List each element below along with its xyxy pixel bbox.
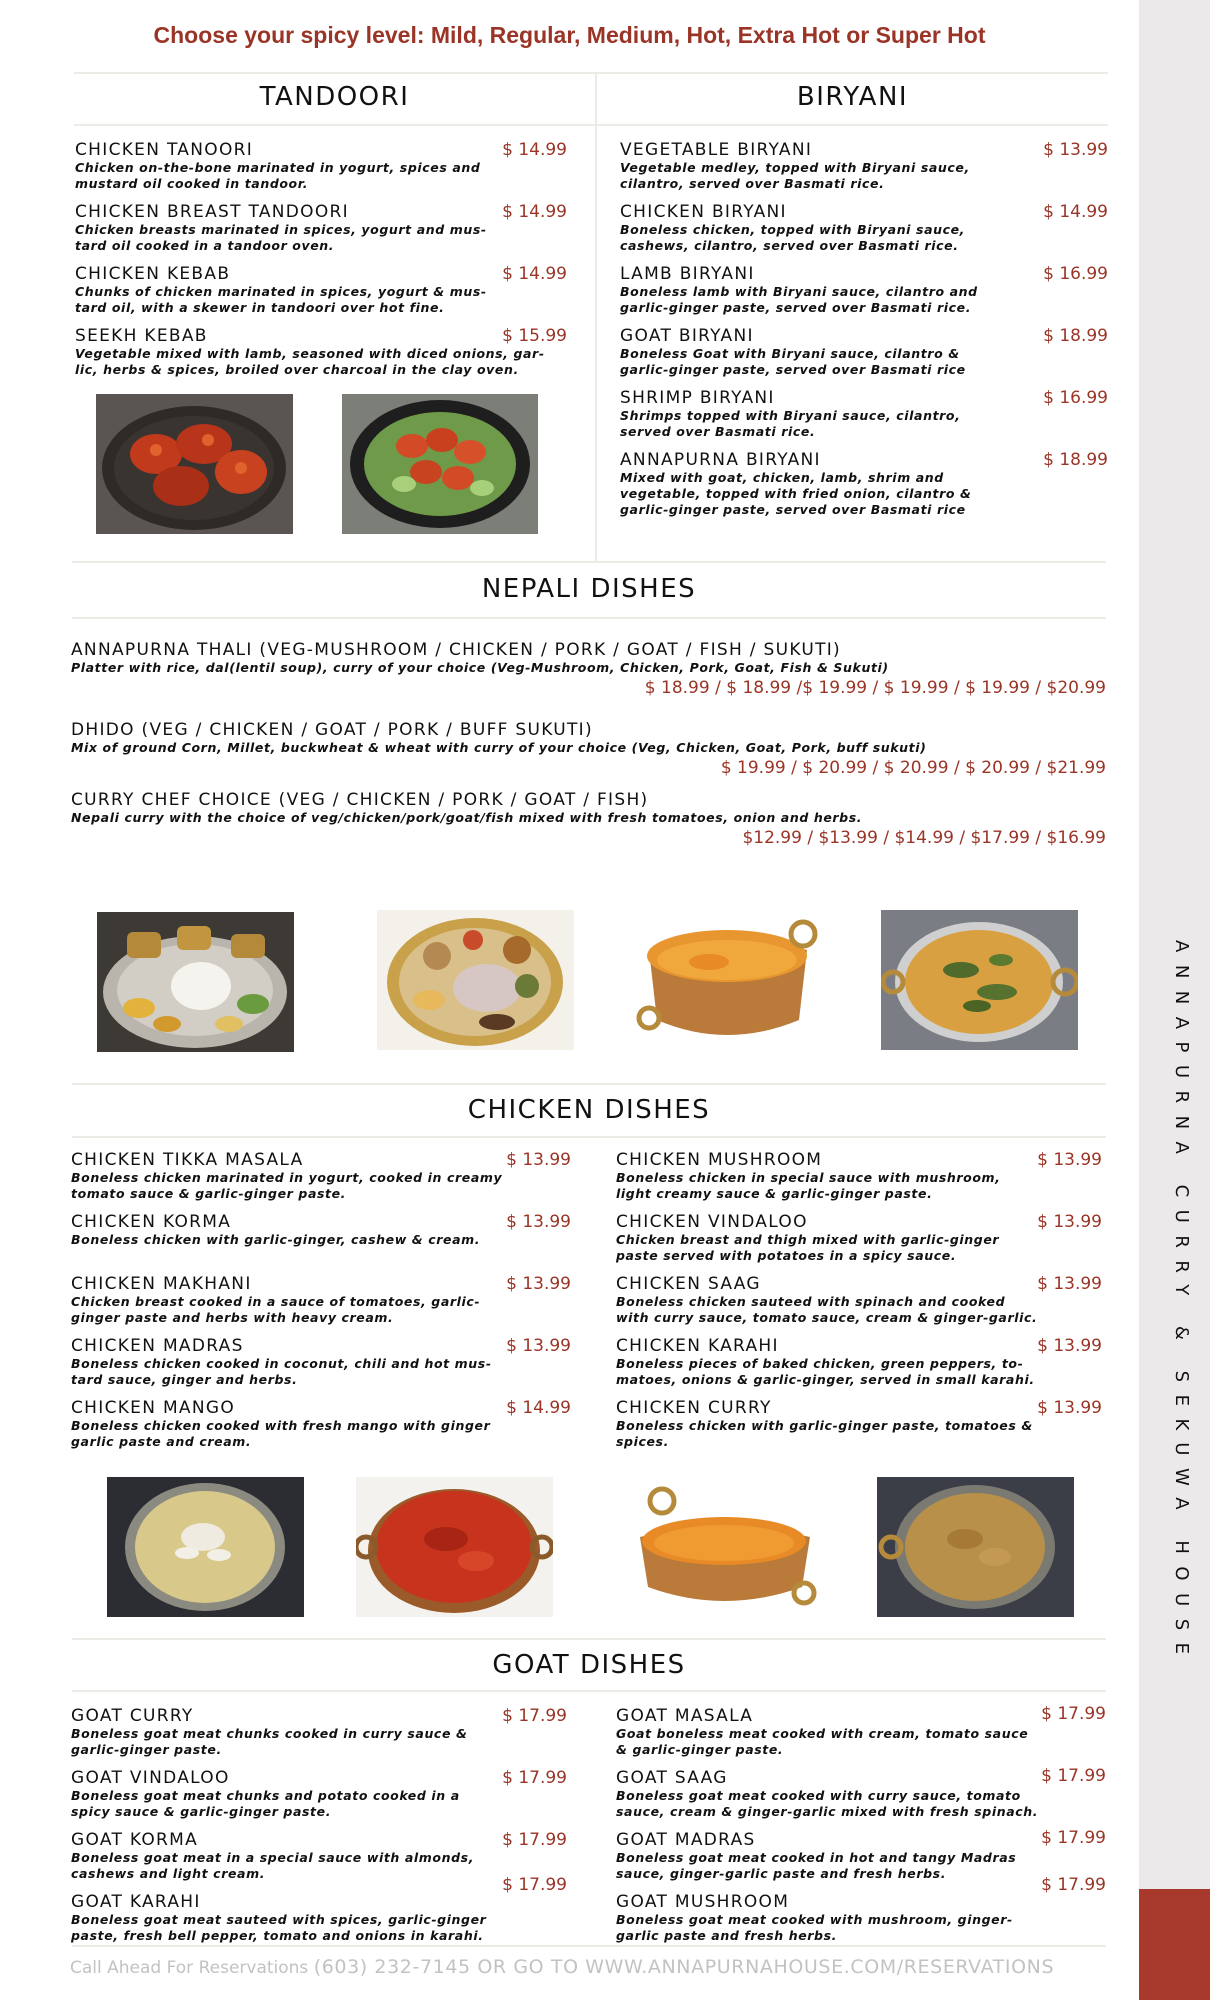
item-name: CHICKEN BREAST TANDOORI	[75, 202, 349, 222]
item-price: $ 14.99	[502, 140, 567, 160]
item-price: $ 16.99	[1043, 388, 1108, 408]
divider	[72, 1638, 1106, 1640]
item-name: GOAT MUSHROOM	[616, 1892, 790, 1912]
item-price: $ 17.99	[1041, 1875, 1106, 1895]
divider	[72, 1136, 1106, 1138]
item-name: LAMB BIRYANI	[620, 264, 755, 284]
item-name: CHICKEN TIKKA MASALA	[71, 1150, 304, 1170]
section-title-nepali: NEPALI DISHES	[481, 574, 697, 604]
item-name: CHICKEN KEBAB	[75, 264, 231, 284]
menu-item	[620, 450, 1108, 518]
item-description: Chicken on-the-bone marinated in yogurt, spices and	[75, 160, 481, 175]
section-title-goat: GOAT DISHES	[492, 1650, 686, 1680]
item-description: cashews and light cream.	[71, 1866, 266, 1881]
item-description: lic, herbs & spices, broiled over charcoal in the clay oven.	[75, 362, 519, 377]
item-description: sauce, ginger-garlic paste and fresh herbs.	[616, 1866, 947, 1881]
item-description: Platter with rice, dal(lentil soup), curry of your choice (Veg-Mushroom, Chicken, Pork, Goat, Fish & Sukuti)	[71, 660, 889, 675]
item-price: $ 16.99	[1043, 264, 1108, 284]
item-description: garlic paste and fresh herbs.	[616, 1928, 837, 1943]
item-description: paste, fresh bell pepper, tomato and onions in karahi.	[71, 1928, 484, 1943]
column-divider	[595, 72, 597, 562]
menu-item	[71, 1706, 567, 1758]
item-name: CHICKEN KARAHI	[616, 1336, 779, 1356]
item-description: sauce, cream & ginger-garlic mixed with fresh spinach.	[616, 1804, 1039, 1819]
item-name: CHICKEN KORMA	[71, 1212, 232, 1232]
item-name: CHICKEN MUSHROOM	[616, 1150, 823, 1170]
reservation-link[interactable]: (603) 232-7145 OR GO TO WWW.ANNAPURNAHOUSE.COM/RESERVATIONS	[313, 1956, 1055, 1978]
item-price: $ 18.99	[1043, 450, 1108, 470]
divider	[74, 124, 1108, 126]
item-name: GOAT MASALA	[616, 1706, 754, 1726]
item-description: Boneless goat meat chunks cooked in curry sauce &	[71, 1726, 468, 1741]
menu-item	[75, 202, 567, 254]
item-price: $ 18.99	[1043, 326, 1108, 346]
item-name: CHICKEN MADRAS	[71, 1336, 244, 1356]
item-description: Boneless goat meat sauteed with spices, garlic-ginger	[71, 1912, 487, 1927]
reservation-footer	[70, 1956, 1054, 1978]
menu-item	[71, 1398, 571, 1450]
chicken-mango-photo	[626, 1477, 823, 1617]
menu-item	[71, 640, 1106, 698]
item-description: Vegetable medley, topped with Biryani sauce,	[620, 160, 970, 175]
item-name: GOAT CURRY	[71, 1706, 194, 1726]
item-description: tard sauce, ginger and herbs.	[71, 1372, 298, 1387]
item-description: garlic paste and cream.	[71, 1434, 252, 1449]
item-price: $ 13.99	[1037, 1212, 1102, 1232]
item-price: $ 13.99	[506, 1212, 571, 1232]
item-name: CHICKEN SAAG	[616, 1274, 761, 1294]
item-description: matoes, onions & garlic-ginger, served in small karahi.	[616, 1372, 1035, 1387]
item-description: spicy sauce & garlic-ginger paste.	[71, 1804, 332, 1819]
item-description: Boneless chicken cooked with fresh mango with ginger	[71, 1418, 491, 1433]
item-name: CURRY CHEF CHOICE (VEG / CHICKEN / PORK / GOAT / FISH)	[71, 790, 649, 810]
divider	[72, 1945, 1106, 1947]
item-name: CHICKEN BIRYANI	[620, 202, 787, 222]
menu-item	[71, 1336, 571, 1388]
footer-lead: Call Ahead For Reservations	[70, 1958, 309, 1978]
item-description: ginger paste and herbs with heavy cream.	[71, 1310, 394, 1325]
item-description: garlic-ginger paste, served over Basmati rice	[620, 362, 966, 377]
item-price: $ 13.99	[1043, 140, 1108, 160]
item-description: Shrimps topped with Biryani sauce, cilantro,	[620, 408, 961, 423]
item-name: ANNAPURNA THALI (VEG-MUSHROOM / CHICKEN / PORK / GOAT / FISH / SUKUTI)	[71, 640, 841, 660]
item-description: served over Basmati rice.	[620, 424, 816, 439]
item-price: $ 17.99	[1041, 1766, 1106, 1786]
menu-item	[75, 264, 567, 316]
menu-item	[71, 1768, 567, 1820]
spicy-level-banner: Choose your spicy level: Mild, Regular, Medium, Hot, Extra Hot or Super Hot	[153, 22, 986, 48]
item-description: & garlic-ginger paste.	[616, 1742, 784, 1757]
sidebar-accent	[1139, 1889, 1210, 2000]
item-description: Mix of ground Corn, Millet, buckwheat & wheat with curry of your choice (Veg, Chicken, Goat, Pork, buff sukuti)	[71, 740, 927, 755]
item-name: ANNAPURNA BIRYANI	[620, 450, 821, 470]
item-name: CHICKEN TANOORI	[75, 140, 254, 160]
item-name: CHICKEN MANGO	[71, 1398, 236, 1418]
item-description: tard oil cooked in a tandoor oven.	[75, 238, 335, 253]
item-name: CHICKEN MAKHANI	[71, 1274, 252, 1294]
item-description: Chicken breast cooked in a sauce of tomatoes, garlic-	[71, 1294, 481, 1309]
item-description: Boneless goat meat cooked with mushroom, ginger-	[616, 1912, 1013, 1927]
item-price: $ 13.99	[506, 1274, 571, 1294]
item-name: CHICKEN CURRY	[616, 1398, 772, 1418]
item-price: $ 13.99	[1037, 1336, 1102, 1356]
menu-item	[616, 1274, 1102, 1326]
item-price: $ 14.99	[506, 1398, 571, 1418]
item-name: GOAT KARAHI	[71, 1892, 201, 1912]
menu-item	[620, 326, 1108, 378]
item-price: $ 13.99	[506, 1150, 571, 1170]
item-price: $ 17.99	[502, 1768, 567, 1788]
item-price: $ 15.99	[502, 326, 567, 346]
item-name: GOAT SAAG	[616, 1768, 728, 1788]
item-description: Boneless Goat with Biryani sauce, cilantro &	[620, 346, 960, 361]
menu-item	[616, 1398, 1102, 1450]
item-description: Boneless chicken cooked in coconut, chili and hot mus-	[71, 1356, 492, 1371]
item-description: garlic-ginger paste, served over Basmati rice.	[620, 300, 972, 315]
menu-item	[71, 720, 1106, 778]
item-price: $ 18.99 / $ 18.99 /$ 19.99 / $ 19.99 / $ 19.99 / $20.99	[644, 678, 1106, 698]
item-description: tomato sauce & garlic-ginger paste.	[71, 1186, 347, 1201]
menu-item	[71, 790, 1106, 848]
item-description: Goat boneless meat cooked with cream, tomato sauce	[616, 1726, 1029, 1741]
menu-item	[616, 1336, 1102, 1388]
chicken-makhani-photo	[356, 1477, 553, 1617]
chicken-kebab-photo	[342, 394, 538, 534]
divider	[72, 617, 1106, 619]
item-name: SEEKH KEBAB	[75, 326, 208, 346]
divider	[72, 1083, 1106, 1085]
menu-item	[71, 1875, 567, 1944]
item-price: $ 14.99	[502, 202, 567, 222]
saag-photo	[881, 910, 1078, 1050]
item-description: Boneless chicken sauteed with spinach and cooked	[616, 1294, 1006, 1309]
item-description: Boneless goat meat chunks and potato cooked in a	[71, 1788, 460, 1803]
thali-photo	[97, 912, 294, 1052]
item-price: $ 13.99	[1037, 1398, 1102, 1418]
item-description: light creamy sauce & garlic-ginger paste.	[616, 1186, 933, 1201]
item-description: with curry sauce, tomato sauce, cream & ginger-garlic.	[616, 1310, 1038, 1325]
item-description: paste served with potatoes in a spicy sauce.	[616, 1248, 957, 1263]
item-name: GOAT VINDALOO	[71, 1768, 230, 1788]
item-description: Mixed with goat, chicken, lamb, shrim and	[620, 470, 944, 485]
section-title-biryani: BIRYANI	[796, 82, 909, 112]
chicken-korma-photo	[107, 1477, 304, 1617]
item-price: $ 13.99	[1037, 1150, 1102, 1170]
item-description: Boneless chicken marinated in yogurt, cooked in creamy	[71, 1170, 503, 1185]
item-description: tard oil, with a skewer in tandoori over hot fine.	[75, 300, 445, 315]
item-description: Boneless chicken with garlic-ginger paste, tomatoes &	[616, 1418, 1033, 1433]
item-description: Boneless chicken in special sauce with mushroom,	[616, 1170, 1001, 1185]
curry-photo	[629, 910, 826, 1050]
divider	[74, 72, 1108, 74]
item-price: $ 17.99	[502, 1830, 567, 1850]
item-price: $ 17.99	[1041, 1828, 1106, 1848]
item-description: Chicken breast and thigh mixed with garlic-ginger	[616, 1232, 1000, 1247]
tandoori-chicken-photo	[96, 394, 293, 534]
item-description: Boneless pieces of baked chicken, green peppers, to-	[616, 1356, 1024, 1371]
menu-item	[616, 1706, 1106, 1758]
item-price: $ 14.99	[1043, 202, 1108, 222]
item-description: spices.	[616, 1434, 669, 1449]
dhido-photo	[377, 910, 574, 1050]
item-description: Chunks of chicken marinated in spices, yogurt & mus-	[75, 284, 487, 299]
item-description: Chicken breasts marinated in spices, yogurt and mus-	[75, 222, 487, 237]
menu-item	[616, 1768, 1106, 1820]
item-description: mustard oil cooked in tandoor.	[75, 176, 309, 191]
item-description: Boneless lamb with Biryani sauce, cilantro and	[620, 284, 978, 299]
item-description: Vegetable mixed with lamb, seasoned with diced onions, gar-	[75, 346, 545, 361]
item-description: vegetable, topped with fried onion, cilantro &	[620, 486, 972, 501]
menu-item	[75, 140, 567, 192]
menu-item	[71, 1274, 571, 1326]
item-name: CHICKEN VINDALOO	[616, 1212, 808, 1232]
chicken-curry-photo	[877, 1477, 1074, 1617]
menu-item	[616, 1875, 1106, 1944]
item-description: Boneless goat meat in a special sauce with almonds,	[71, 1850, 475, 1865]
menu-item	[616, 1212, 1102, 1264]
section-title-tandoori: TANDOORI	[259, 82, 410, 112]
menu-item	[71, 1150, 571, 1202]
item-price: $ 17.99	[1041, 1704, 1106, 1724]
item-description: garlic-ginger paste, served over Basmati rice	[620, 502, 966, 517]
menu-item	[616, 1150, 1102, 1202]
item-description: Boneless chicken, topped with Biryani sauce,	[620, 222, 966, 237]
item-price: $ 19.99 / $ 20.99 / $ 20.99 / $ 20.99 / $21.99	[720, 758, 1106, 778]
item-price: $ 17.99	[502, 1875, 567, 1895]
divider	[72, 1690, 1106, 1692]
item-price: $ 13.99	[1037, 1274, 1102, 1294]
item-name: DHIDO (VEG / CHICKEN / GOAT / PORK / BUFF SUKUTI)	[71, 720, 593, 740]
item-price: $ 17.99	[502, 1706, 567, 1726]
menu-item	[620, 388, 1108, 440]
item-description: Nepali curry with the choice of veg/chicken/pork/goat/fish mixed with fresh tomatoes, onion and herbs.	[71, 810, 863, 825]
item-price: $12.99 / $13.99 / $14.99 / $17.99 / $16.99	[742, 828, 1106, 848]
section-title-chicken: CHICKEN DISHES	[467, 1095, 711, 1125]
item-name: GOAT MADRAS	[616, 1830, 756, 1850]
menu-item	[75, 326, 567, 378]
menu-item	[620, 264, 1108, 316]
item-description: cashews, cilantro, served over Basmati rice.	[620, 238, 959, 253]
item-description: Boneless goat meat cooked in hot and tangy Madras	[616, 1850, 1017, 1865]
item-price: $ 14.99	[502, 264, 567, 284]
item-description: garlic-ginger paste.	[71, 1742, 222, 1757]
item-description: Boneless goat meat cooked with curry sauce, tomato	[616, 1788, 1021, 1803]
menu-item	[71, 1212, 571, 1248]
divider	[72, 561, 1106, 563]
menu-item	[620, 202, 1108, 254]
item-name: GOAT KORMA	[71, 1830, 199, 1850]
item-description: Boneless chicken with garlic-ginger, cashew & cream.	[71, 1232, 481, 1247]
item-price: $ 13.99	[506, 1336, 571, 1356]
item-name: GOAT BIRYANI	[620, 326, 754, 346]
menu-item	[620, 140, 1108, 192]
item-name: SHRIMP BIRYANI	[620, 388, 775, 408]
brand-vertical-text: ANNAPURNA CURRY & SEKUWA HOUSE	[1171, 940, 1192, 1667]
item-description: cilantro, served over Basmati rice.	[620, 176, 885, 191]
item-name: VEGETABLE BIRYANI	[620, 140, 813, 160]
